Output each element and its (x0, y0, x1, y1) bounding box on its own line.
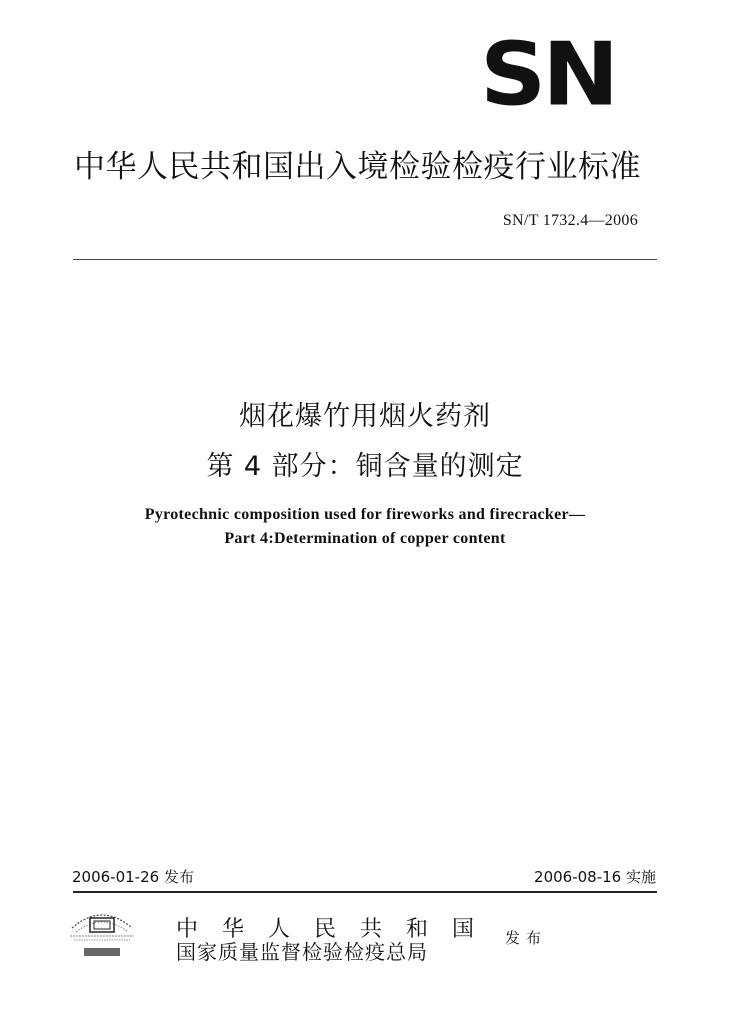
cn-title-line2: 第 4 部分：铜含量的测定 (206, 451, 524, 482)
issue-date: 2006-01-26 发布 (72, 868, 194, 886)
cn-title-line1: 烟花爆竹用烟火药剂 (239, 401, 491, 432)
publisher-line1: 中华人民共和国 (176, 917, 499, 942)
anti-counterfeit-seal-icon (60, 902, 144, 964)
footer-divider (73, 891, 657, 893)
header-divider (73, 259, 657, 260)
publisher-line2: 国家质量监督检验检疫总局 (176, 940, 428, 964)
issued-label: 发布 (505, 929, 548, 947)
industry-title: 中华人民共和国出入境检验检疫行业标准 (74, 149, 641, 185)
implementation-date: 2006-08-16 实施 (534, 868, 656, 886)
sn-logo: SN (480, 23, 616, 126)
en-title-line1: Pyrotechnic composition used for fireworks and firecracker— (144, 506, 586, 523)
en-title-line2: Part 4:Determination of copper content (224, 530, 506, 547)
standard-code: SN/T 1732.4—2006 (502, 212, 638, 229)
